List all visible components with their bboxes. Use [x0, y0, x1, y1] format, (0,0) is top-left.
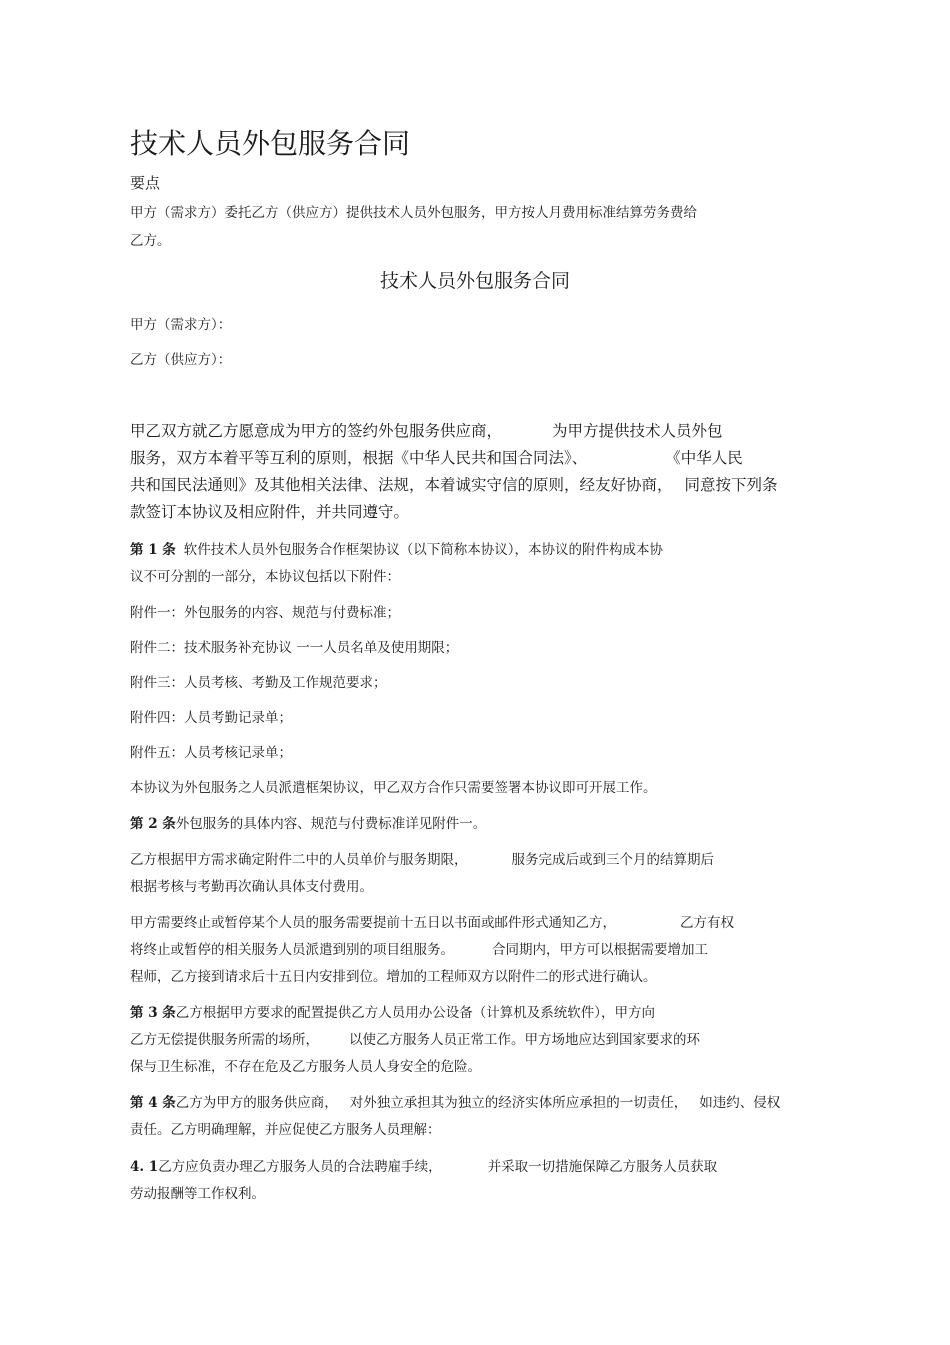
preamble-line-3a: 共和国民法通则》及其他相关法律、法规，本着诚实守信的原则，经友好协商，	[130, 476, 673, 494]
article-4-number: 第 4 条	[130, 1095, 176, 1111]
preamble-line-4: 款签订本协议及相应附件，并共同遵守。	[130, 503, 410, 521]
attachment-4: 附件四：人员考勤记录单；	[130, 710, 292, 726]
article-2-line-1	[130, 812, 486, 832]
preamble-line-1a: 甲乙双方就乙方愿意成为甲方的签约外包服务供应商，	[130, 422, 503, 440]
framework-note: 本协议为外包服务之人员派遣框架协议，甲乙双方合作只需要签署本协议即可开展工作。	[130, 780, 657, 796]
article-4-line-2: 责任。乙方明确理解，并应促使乙方服务人员理解：	[130, 1122, 441, 1138]
preamble-line-3b: 同意按下列条	[684, 476, 778, 494]
article-4-text-1c: 如违约、侵权	[699, 1095, 781, 1111]
preamble-line-1	[130, 419, 723, 441]
preamble-line-1b: 为甲方提供技术人员外包	[552, 422, 723, 440]
fee-line-1b: 服务完成后或到三个月的结算期后	[511, 852, 714, 868]
stop-line-2b: 合同期内，甲方可以根据需要增加工	[492, 942, 708, 958]
article-1-line-1	[130, 538, 663, 558]
article-4-text-1a: 乙方为甲方的服务供应商，	[175, 1095, 338, 1111]
article-3-text-1: 乙方根据甲方要求的配置提供乙方人员用办公设备（计算机及系统软件），甲方向	[175, 1005, 656, 1021]
article-2-number: 第 2 条	[130, 816, 176, 832]
article-3-line-1	[130, 1001, 655, 1021]
stop-line-1	[130, 911, 734, 931]
preamble-line-2	[130, 446, 743, 468]
summary-line-2: 乙方。	[130, 233, 171, 249]
article-4-1-line-2: 劳动报酬等工作权利。	[130, 1186, 265, 1202]
article-4-text-1b: 对外独立承担其为独立的经济实体所应承担的一切责任，	[349, 1095, 688, 1111]
party-a-label: 甲方（需求方）：	[130, 317, 232, 333]
article-3-line-2	[130, 1028, 700, 1048]
article-3-line-3: 保与卫生标准，不存在危及乙方服务人员人身安全的危险。	[130, 1059, 481, 1075]
article-2-text: 外包服务的具体内容、规范与付费标准详见附件一。	[175, 816, 487, 832]
stop-line-2	[130, 938, 708, 958]
attachment-1: 附件一：外包服务的内容、规范与付费标准；	[130, 605, 400, 621]
preamble-line-3	[130, 473, 778, 495]
article-4-line-1	[130, 1091, 780, 1111]
article-3-number: 第 3 条	[130, 1005, 176, 1021]
article-1-text-1: 软件技术人员外包服务合作框架协议（以下简称本协议），本协议的附件构成本协	[183, 542, 664, 558]
article-4-1-text-1b: 并采取一切措施保障乙方服务人员获取	[487, 1159, 718, 1175]
stop-line-2a: 将终止或暂停的相关服务人员派遣到别的项目组服务。	[130, 942, 454, 958]
attachment-5: 附件五：人员考核记录单；	[130, 745, 292, 761]
stop-line-1a: 甲方需要终止或暂停某个人员的服务需要提前十五日以书面或邮件形式通知乙方，	[130, 915, 616, 931]
summary-line-1: 甲方（需求方）委托乙方（供应方）提供技术人员外包服务，甲方按人月费用标准结算劳务费给	[130, 205, 697, 221]
party-b-label: 乙方（供应方）：	[130, 352, 232, 368]
article-4-1-line-1	[130, 1155, 717, 1175]
preamble-line-2b: 《中华人民	[665, 449, 743, 467]
article-3-line-2b: 以使乙方服务人员正常工作。甲方场地应达到国家要求的环	[349, 1032, 700, 1048]
fee-line-1a: 乙方根据甲方需求确定附件二中的人员单价与服务期限，	[130, 852, 468, 868]
contract-title: 技术人员外包服务合同	[379, 270, 570, 292]
article-3-line-2a: 乙方无偿提供服务所需的场所，	[130, 1032, 319, 1048]
article-1-line-2: 议不可分割的一部分，本协议包括以下附件：	[130, 569, 400, 585]
article-4-1-text-1a: 乙方应负责办理乙方服务人员的合法聘雇手续，	[158, 1159, 442, 1175]
fee-line-1	[130, 848, 714, 868]
preamble-line-2a: 服务，双方本着平等互利的原则，根据《中华人民共和国合同法》、	[130, 449, 588, 467]
article-1-number: 第 1 条	[130, 542, 176, 558]
article-4-1-number: 4. 1	[130, 1159, 159, 1175]
stop-line-1b: 乙方有权	[680, 915, 734, 931]
fee-line-2: 根据考核与考勤再次确认具体支付费用。	[130, 879, 373, 895]
section-label: 要点	[130, 174, 161, 192]
attachment-3: 附件三：人员考核、考勤及工作规范要求；	[130, 675, 387, 691]
stop-line-3: 程师，乙方接到请求后十五日内安排到位。增加的工程师双方以附件二的形式进行确认。	[130, 969, 657, 985]
document-title: 技术人员外包服务合同	[130, 127, 411, 160]
attachment-2: 附件二：技术服务补充协议 一一人员名单及使用期限；	[130, 640, 459, 656]
